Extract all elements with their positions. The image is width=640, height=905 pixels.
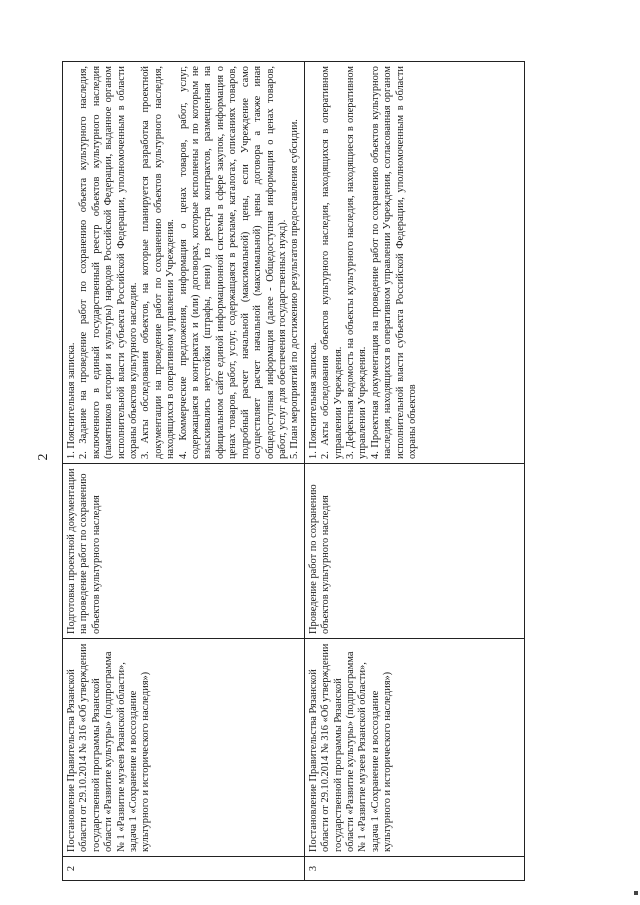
documents-cell [304, 62, 524, 464]
scan-mark [634, 891, 638, 895]
list-item: 3. Дефектная ведомость на объекты культурного наследия, находящиеся в оперативном управлении Учреждения. [344, 66, 369, 459]
list-item: 4. Проектная документация на проведение работ по сохранению объектов культурного наследия, находящихся в оперативном управлении Учреждения, согласованная органом исполнительной власти субъекта Российской Федерации, уполномоченным в области охраны объектов [369, 66, 418, 459]
document-list [66, 66, 302, 459]
row-number: 3 [304, 857, 524, 881]
documents-cell [63, 62, 305, 464]
list-item: 2. Акты обследования объектов культурного наследия, находящихся в оперативном управлении Учреждения. [320, 66, 344, 459]
document-list [308, 66, 420, 459]
legal-basis-cell: Постановление Правительства Рязанской области от 29.10.2014 № 316 «Об утверждении государственной программы Рязанской области «Развитие культуры» (подпрограмма № 1 «Развитие музеев Рязанской области», задача 1 «Сохранение и воссоздание культурного и исторического наследия») [304, 639, 524, 857]
table-row [304, 62, 524, 881]
page-number: 2 [36, 453, 51, 461]
activity-cell: Подготовка проектной документации на проведение работ по сохранению объектов культурного наследия [63, 464, 305, 639]
activity-cell: Проведение работ по сохранению объектов культурного наследия [304, 464, 524, 639]
table-row [63, 62, 305, 881]
list-item: 3. Акты обследования объектов, на которые планируется разработка проектной документации на проведение работ по сохранению объектов культурного наследия, находящихся в оперативном управлении Учреждения. [140, 66, 177, 459]
row-number: 2 [63, 857, 305, 881]
list-item: 2. Задание на проведение работ по сохранению объекта культурного наследия, включенного в единый государственный реестр объектов культурного наследия (памятников истории и культуры) народов Российской Федерации, выданное органом исполнительной власти субъекта Российской Федерации, уполномоченным в области охраны объектов культурного наследия. [78, 66, 140, 459]
subsidy-documents-table [62, 61, 525, 881]
rotated-page-content [62, 62, 606, 881]
legal-basis-cell: Постановление Правительства Рязанской области от 29.10.2014 № 316 «Об утверждении государственной программы Рязанской области «Развитие культуры» (подпрограмма № 1 «Развитие музеев Рязанской области», задача 1 «Сохранение и воссоздание культурного и исторического наследия») [63, 639, 305, 857]
list-item: 5. План мероприятий по достижению результатов предоставления субсидии. [289, 119, 301, 459]
list-item: 4. Коммерческие предложения, информация о ценах товаров, работ, услуг, содержащаяся в контрактах и (или) договорах, которые исполнены и по которым не взыскивались неустойки (штрафы, пени) из реестра контрактов, размещенная на официальном сайте единой информационной системы в сфере закупок, информация о ценах товаров, работ, услуг, содержащаяся в рекламе, каталогах, описаниях товаров, подробный расчет начальной (максимальной) цены, если Учреждение само осуществляет расчет начальной (максимальной) цены договора а также иная общедоступная информация (далее - Общедоступная информация о ценах товаров, работ, услуг для обеспечения государственных нужд). [177, 66, 288, 459]
list-item: 1. Пояснительная записка. [66, 342, 77, 459]
list-item: 1. Пояснительная записка. [307, 342, 319, 459]
